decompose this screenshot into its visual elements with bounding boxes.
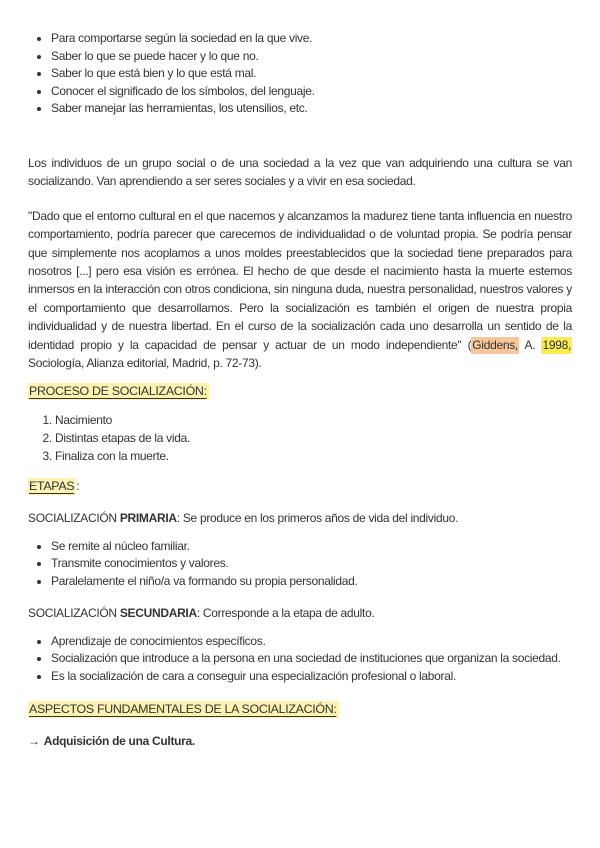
intro-paragraph: Los individuos de un grupo social o de una sociedad a la vez que van adquiriendo una cultura se van socializando. Van aprendiendo a ser seres sociales y a vivir en esa sociedad.	[28, 155, 572, 189]
primaria-bullet-list	[28, 538, 572, 591]
secundaria-bullet-list	[28, 633, 572, 686]
proceso-numbered-list	[28, 411, 572, 465]
list-item: • Para comportarse según la sociedad en la que vive.	[51, 30, 572, 48]
list-item: • Saber manejar las herramientas, los utensilios, etc.	[51, 100, 572, 118]
heading-highlight: ETAPAS	[29, 478, 75, 493]
cite-reference: Sociología, Alianza editorial, Madrid, p. 72-73).	[28, 356, 262, 371]
cite-initial: A.	[518, 337, 542, 352]
list-item: • Se remite al núcleo familiar.	[51, 538, 572, 556]
heading-highlight: PROCESO DE SOCIALIZACIÓN:	[29, 384, 207, 399]
list-item: 2. Distintas etapas de la vida.	[55, 429, 572, 447]
stage-description: : Se produce en los primeros años de vida del individuo.	[176, 511, 459, 526]
list-item: • Socialización que introduce a la persona en una sociedad de instituciones que organizan la sociedad.	[51, 650, 572, 668]
quote-text: "Dado que el entorno cultural en el que nacemos y alcanzamos la madurez tiene tanta influencia en nuestro comportamiento, podría parecer que carecemos de individualidad o de voluntad propia. Se podría pensar que simplemente nos acoplamos a unos moldes preestablecidos que la sociedad tiene preparados para nosotros [...] pero esa visión es errónea. El hecho de que desde el nacimiento hasta la muerte estemos inmersos en la interacción con otros condiciona, sin ninguna duda, nuestra personalidad, nuestros valores y el comportamiento que desarrollamos. Pero la socialización es también el origen de nuestra propia individualidad y de nuestra libertad. En el curso de la socialización cada uno desarrolla un sentido de la identidad propio y la capacidad de pensar y actuar de un modo independiente" (	[28, 208, 572, 352]
intro-bullet-list	[28, 30, 572, 118]
list-item: • Transmite conocimientos y valores.	[51, 555, 572, 573]
list-item: • Aprendizaje de conocimientos específicos.	[51, 633, 572, 651]
socializacion-secundaria-line	[28, 604, 572, 622]
aspecto-item-label: Adquisición de una Cultura.	[43, 734, 195, 749]
stage-description: : Corresponde a la etapa de adulto.	[196, 606, 375, 621]
socializacion-primaria-line	[28, 509, 572, 527]
heading-aspectos-fundamentales	[28, 700, 572, 718]
arrow-right-icon: →	[28, 734, 40, 749]
list-item: • Saber lo que está bien y lo que está mal.	[51, 65, 572, 83]
aspecto-item-adquisicion-cultura	[28, 732, 572, 750]
stage-name-bold: SECUNDARIA	[119, 606, 197, 621]
heading-etapas	[28, 477, 572, 495]
quote-paragraph	[28, 207, 572, 373]
cite-author-highlight: Giddens,	[472, 337, 518, 352]
list-item: 3. Finaliza con la muerte.	[55, 447, 572, 465]
list-item: • Es la socialización de cara a conseguir una especialización profesional o laboral.	[51, 668, 572, 686]
list-item: • Conocer el significado de los símbolos, del lenguaje.	[51, 83, 572, 101]
list-item: • Saber lo que se puede hacer y lo que no.	[51, 48, 572, 66]
stage-prefix: SOCIALIZACIÓN	[28, 511, 120, 526]
heading-colon: :	[76, 478, 80, 493]
heading-proceso-socializacion	[28, 382, 572, 400]
heading-highlight: ASPECTOS FUNDAMENTALES DE LA SOCIALIZACIÓN:	[29, 701, 337, 716]
list-item: 1. Nacimiento	[55, 411, 572, 429]
stage-name-bold: PRIMARIA	[119, 511, 177, 526]
cite-year-highlight: 1998,	[542, 337, 571, 352]
stage-prefix: SOCIALIZACIÓN	[28, 606, 120, 621]
list-item: • Paralelamente el niño/a va formando su propia personalidad.	[51, 573, 572, 591]
